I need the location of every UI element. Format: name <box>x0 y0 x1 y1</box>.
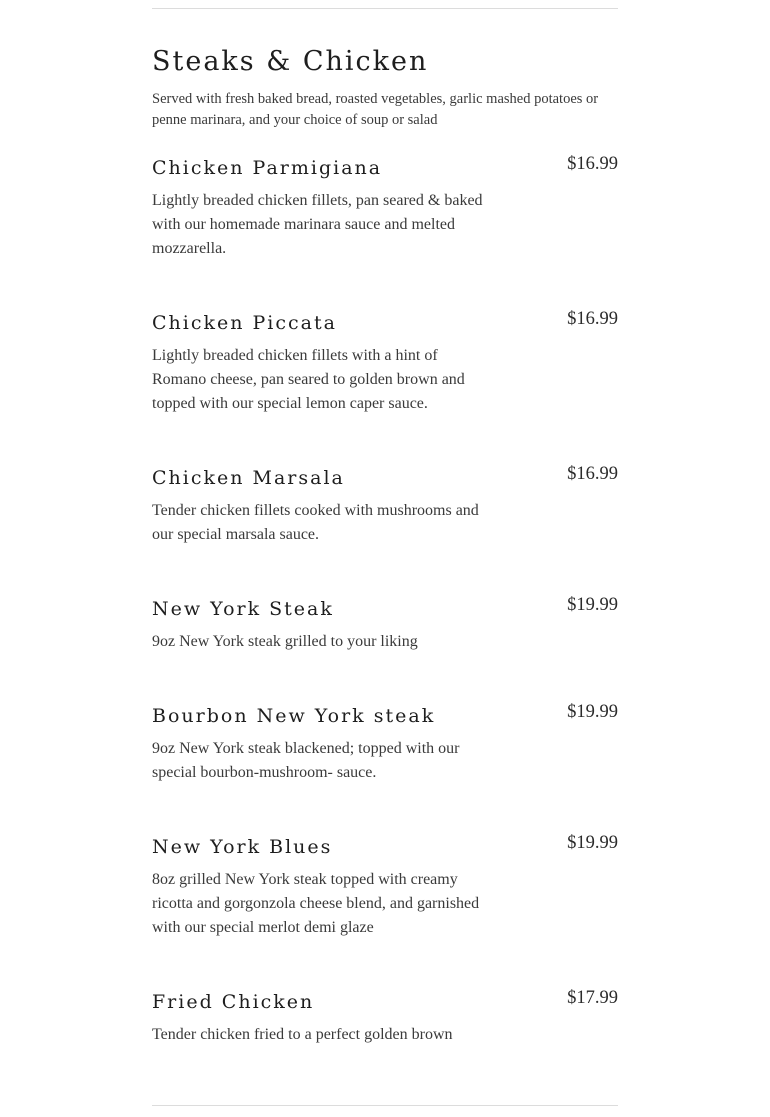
bottom-divider <box>152 1105 618 1106</box>
menu-item-description: 9oz New York steak grilled to your liking <box>152 633 418 650</box>
menu-item-name: Chicken Marsala <box>152 467 345 489</box>
menu-item-description: Tender chicken fillets cooked with mushrooms and our special marsala sauce. <box>152 502 479 543</box>
menu-item-price: $19.99 <box>567 833 618 853</box>
section-description: Served with fresh baked bread, roasted vegetables, garlic mashed potatoes or penne marinara, and your choice of soup or salad <box>152 91 599 128</box>
menu-item-price: $16.99 <box>567 309 618 329</box>
menu-item-description: 9oz New York steak blackened; topped with our special bourbon-mushroom- sauce. <box>152 740 460 781</box>
menu-item-price: $19.99 <box>567 595 618 615</box>
menu-item-description: Lightly breaded chicken fillets, pan seared & baked with our homemade marinara sauce and melted mozzarella. <box>152 192 483 257</box>
menu-item-name: Bourbon New York steak <box>152 705 436 727</box>
section-title: Steaks & Chicken <box>152 46 429 77</box>
menu-item-name: New York Steak <box>152 598 334 620</box>
top-divider <box>152 8 618 9</box>
menu-item-description: 8oz grilled New York steak topped with creamy ricotta and gorgonzola cheese blend, and garnished with our special merlot demi glaze <box>152 871 480 936</box>
menu-item-name: Chicken Piccata <box>152 312 337 334</box>
menu-item-name: Fried Chicken <box>152 991 315 1013</box>
menu-item-description: Tender chicken fried to a perfect golden brown <box>152 1026 453 1043</box>
menu-item-description: Lightly breaded chicken fillets with a hint of Romano cheese, pan seared to golden brown and topped with our special lemon caper sauce. <box>152 347 465 412</box>
menu-item-name: Chicken Parmigiana <box>152 157 383 179</box>
menu-item-price: $19.99 <box>567 702 618 722</box>
menu-item-name: New York Blues <box>152 836 333 858</box>
menu-item-price: $16.99 <box>567 154 618 174</box>
menu-item-price: $16.99 <box>567 464 618 484</box>
menu-item-price: $17.99 <box>567 988 618 1008</box>
